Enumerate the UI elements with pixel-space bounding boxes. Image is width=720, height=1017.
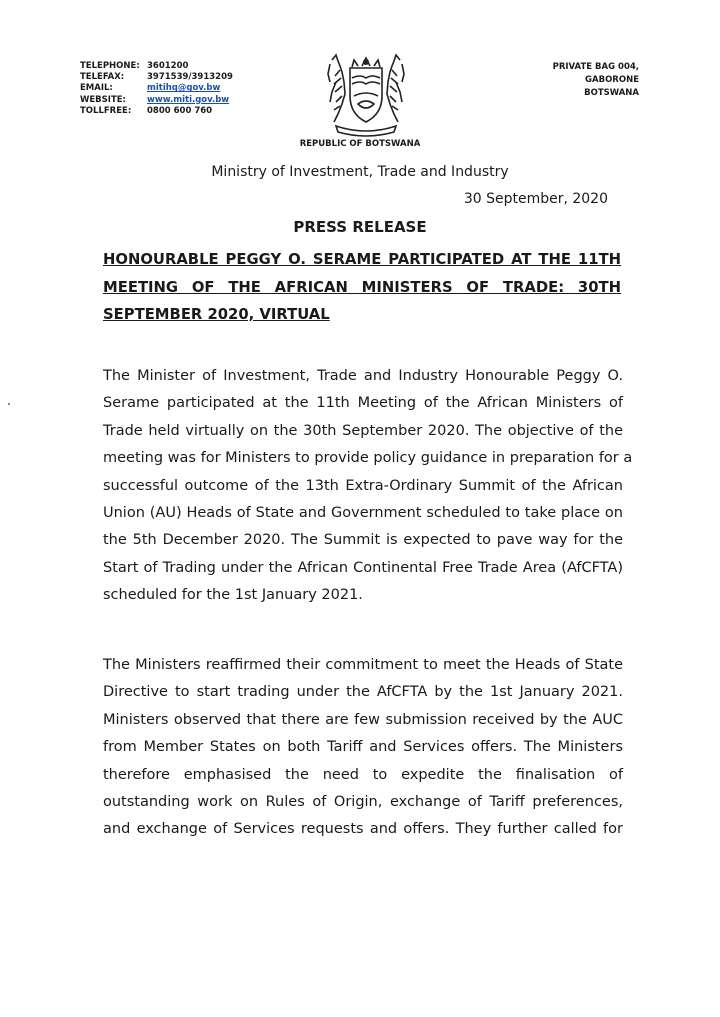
paragraph-line: Serame participated at the 11th Meeting of the African Ministers of bbox=[103, 395, 623, 412]
email-link[interactable]: mitihq@gov.bw bbox=[147, 83, 221, 94]
paragraph-line: from Member States on both Tariff and Services offers. The Ministers bbox=[103, 739, 623, 756]
paragraph-line: and exchange of Services requests and offers. They further called for bbox=[103, 821, 623, 838]
telephone-value: 3601200 bbox=[147, 61, 189, 71]
telefax-value: 3971539/3913209 bbox=[147, 72, 233, 83]
headline-line: HONOURABLE PEGGY O. SERAME PARTICIPATED AT THE 11TH bbox=[103, 251, 621, 268]
coat-of-arms-icon bbox=[318, 52, 414, 138]
address-line: GABORONE bbox=[585, 75, 639, 85]
paragraph-line: successful outcome of the 13th Extra-Ordinary Summit of the African bbox=[103, 477, 623, 494]
paragraph-line: Directive to start trading under the AfCFTA by the 1st January 2021. bbox=[103, 684, 623, 701]
scan-mark bbox=[8, 403, 10, 405]
paragraph-line: scheduled for the 1st January 2021. bbox=[103, 587, 363, 604]
headline-line: MEETING OF THE AFRICAN MINISTERS OF TRADE: 30TH bbox=[103, 278, 621, 296]
address-line: BOTSWANA bbox=[584, 88, 639, 98]
paragraph-line: Ministers observed that there are few submission received by the AUC bbox=[103, 711, 623, 728]
paragraph-line: meeting was for Ministers to provide policy guidance in preparation for a bbox=[103, 450, 633, 467]
paragraph-line: The Ministers reaffirmed their commitment to meet the Heads of State bbox=[103, 657, 623, 673]
tollfree-value: 0800 600 760 bbox=[147, 105, 213, 116]
release-date: 30 September, 2020 bbox=[463, 191, 608, 207]
email-label: EMAIL: bbox=[80, 83, 113, 94]
body-paragraph-1 bbox=[103, 363, 633, 610]
paragraph-line: Union (AU) Heads of State and Government scheduled to take place on bbox=[103, 505, 623, 522]
paragraph-line: outstanding work on Rules of Origin, exchange of Tariff preferences, bbox=[103, 794, 623, 811]
body-paragraph-2 bbox=[103, 652, 623, 844]
paragraph-line: therefore emphasised the need to expedite the finalisation of bbox=[103, 766, 623, 783]
republic-title: REPUBLIC OF BOTSWANA bbox=[299, 139, 421, 149]
headline-line: SEPTEMBER 2020, VIRTUAL bbox=[103, 306, 330, 323]
paragraph-line: The Minister of Investment, Trade and Industry Honourable Peggy O. bbox=[103, 368, 623, 384]
address-line: PRIVATE BAG 004, bbox=[552, 62, 639, 72]
postal-address bbox=[553, 61, 639, 100]
paragraph-line: the 5th December 2020. The Summit is expected to pave way for the bbox=[103, 532, 623, 549]
press-release-label: PRESS RELEASE bbox=[293, 218, 427, 236]
ministry-name: Ministry of Investment, Trade and Industry bbox=[211, 164, 509, 180]
telefax-label: TELEFAX: bbox=[80, 72, 125, 83]
tollfree-label: TOLLFREE: bbox=[80, 105, 132, 116]
telephone-label: TELEPHONE: bbox=[80, 61, 140, 71]
headline bbox=[103, 246, 621, 329]
website-label: WEBSITE: bbox=[80, 94, 126, 105]
paragraph-line: Trade held virtually on the 30th September 2020. The objective of the bbox=[103, 422, 623, 439]
paragraph-line: Start of Trading under the African Continental Free Trade Area (AfCFTA) bbox=[103, 559, 623, 576]
contact-block bbox=[80, 61, 233, 117]
website-link[interactable]: www.miti.gov.bw bbox=[147, 94, 230, 105]
